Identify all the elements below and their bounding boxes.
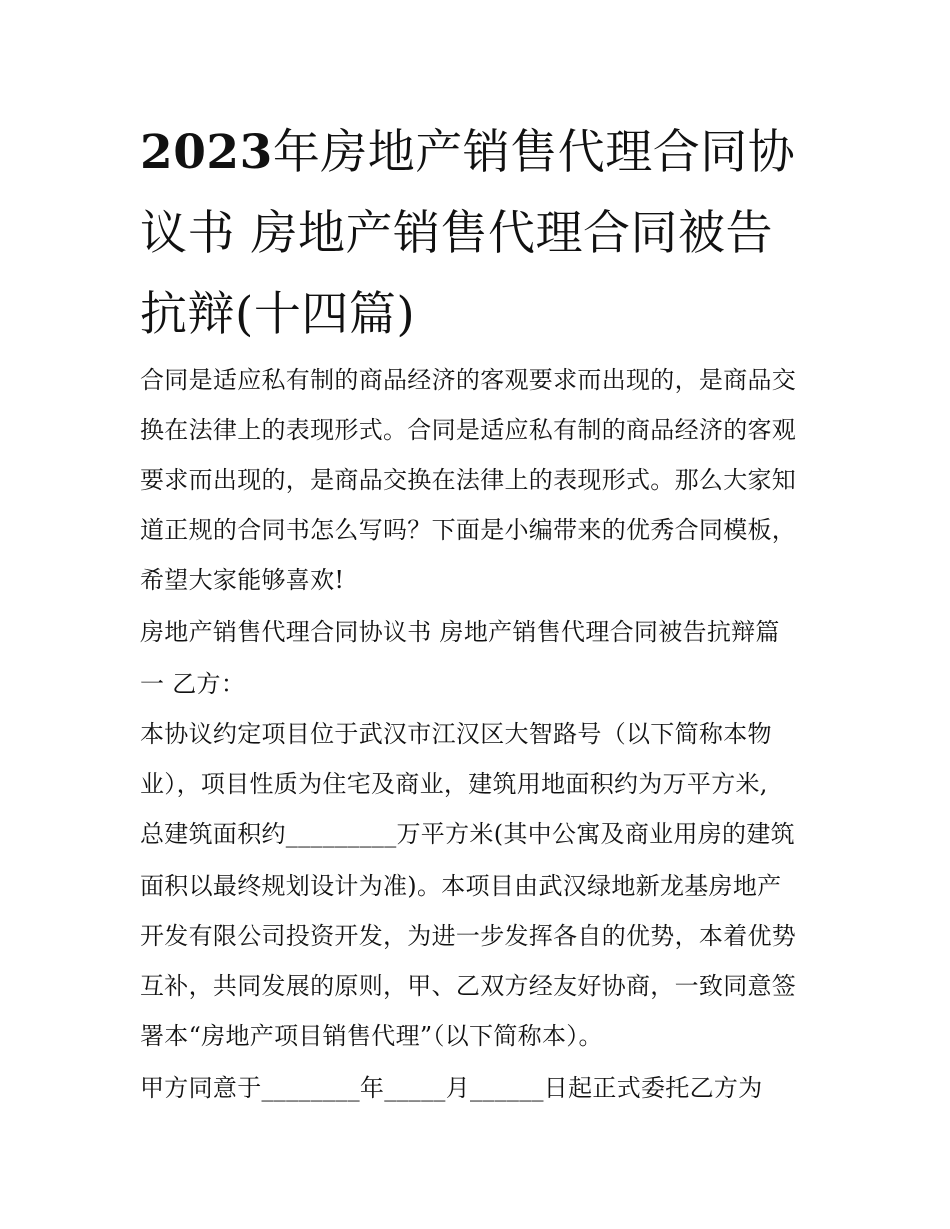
paragraph-line: 总建筑面积约_________万平方米(其中公寓及商业用房的建筑 [140, 820, 795, 848]
paragraph-line: 要求而出现的，是商品交换在法律上的表现形式。那么大家知 [140, 466, 797, 494]
paragraph-line: 署本“房地产项目销售代理”（以下简称本）。 [140, 1022, 603, 1050]
paragraph-line: 业），项目性质为住宅及商业，建筑用地面积约为万平方米, [140, 770, 768, 798]
paragraph-line: 换在法律上的表现形式。合同是适应私有制的商品经济的客观 [140, 416, 797, 444]
paragraph-line: 互补，共同发展的原则，甲、乙双方经友好协商，一致同意签 [140, 972, 797, 1000]
paragraph-line: 甲方同意于________年_____月______日起正式委托乙方为 [140, 1074, 763, 1102]
paragraph-line: 道正规的合同书怎么写吗？下面是小编带来的优秀合同模板， [140, 516, 797, 544]
title-text: 年房地产销售代理合同协议书 房地产销售代理合同被告抗辩(十四篇) [140, 125, 796, 342]
document-title [140, 112, 820, 355]
paragraph-line: 开发有限公司投资开发，为进一步发挥各自的优势，本着优势 [140, 922, 797, 950]
paragraph-line: 房地产销售代理合同协议书 房地产销售代理合同被告抗辩篇 [140, 618, 780, 646]
paragraph-line: 面积以最终规划设计为准)。本项目由武汉绿地新龙基房地产 [140, 872, 782, 900]
title-year: 2023 [140, 125, 273, 180]
paragraph-line: 合同是适应私有制的商品经济的客观要求而出现的，是商品交 [140, 366, 797, 394]
paragraph-line: 一 乙方： [140, 670, 246, 698]
paragraph-line: 希望大家能够喜欢! [140, 566, 345, 594]
paragraph-line: 本协议约定项目位于武汉市江汉区大智路号（以下简称本物 [140, 720, 772, 748]
